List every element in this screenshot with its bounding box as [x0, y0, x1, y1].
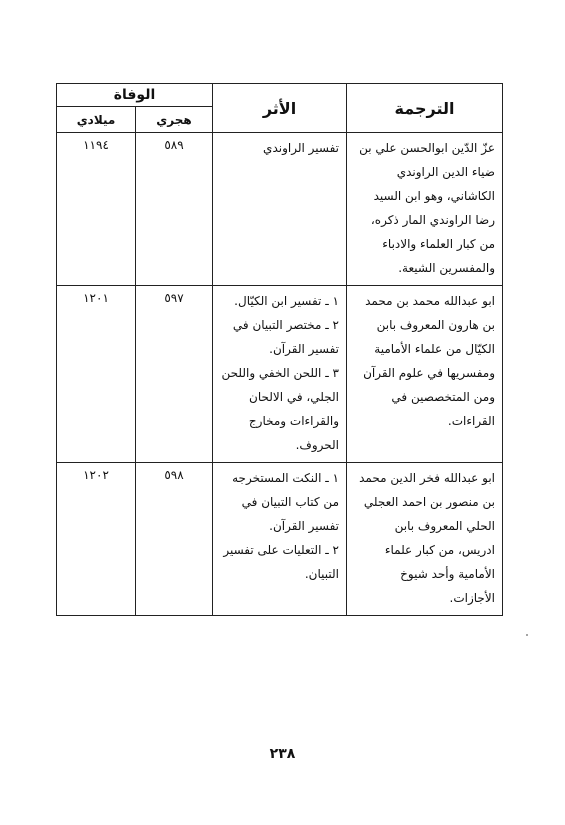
- header-gregorian: ميلادي: [57, 107, 136, 133]
- header-biography: الترجمة: [347, 84, 503, 133]
- table-row: [57, 463, 503, 616]
- hijri-year: ٥٨٩: [136, 133, 213, 286]
- table-row: [57, 286, 503, 463]
- hijri-year: ٥٩٧: [136, 286, 213, 463]
- work-item: ١ ـ النكت المستخرجه من كتاب التبيان في تفسير القرآن.: [232, 471, 339, 533]
- header-hijri: هجري: [136, 107, 213, 133]
- work-item: ٢ ـ مختصر التبيان في تفسير القرآن.: [232, 318, 339, 356]
- biography-cell: ابو عبدالله فخر الدين محمد بن منصور بن احمد العجلي الحلي المعروف بابن ادريس، من كبار علماء الأمامية وأحد شيوخ الأجازات.: [347, 463, 503, 616]
- biography-cell: عزّ الدّين ابوالحسن علي بن ضياء الدين الراوندي الكاشاني، وهو ابن السيد رضا الراوندي المار ذكره، من كبار العلماء والادباء والمفسرين الشيعة.: [347, 133, 503, 286]
- header-works: الأثر: [213, 84, 347, 133]
- gregorian-year: ١٢٠٢: [57, 463, 136, 616]
- work-item: ٢ ـ التعليات على تفسير التبيان.: [223, 543, 339, 581]
- biography-table: [56, 83, 503, 616]
- page-number: ٢٣٨: [269, 746, 296, 762]
- gregorian-year: ١٢٠١: [57, 286, 136, 463]
- work-item: ١ ـ تفسير ابن الكيّال.: [234, 294, 339, 308]
- gregorian-year: ١١٩٤: [57, 133, 136, 286]
- table-row: [57, 133, 503, 286]
- work-item: تفسير الراوندي: [263, 141, 339, 155]
- biography-cell: ابو عبدالله محمد بن محمد بن هارون المعروف بابن الكيّال من علماء الأمامية ومفسريها في علوم القرآن ومن المتخصصين في القراءات.: [347, 286, 503, 463]
- work-item: ٣ ـ اللحن الخفي واللحن الجلي، في الالحان والقراءات ومخارج الحروف.: [221, 366, 339, 452]
- works-cell: [213, 463, 347, 616]
- works-cell: [213, 286, 347, 463]
- works-cell: [213, 133, 347, 286]
- scan-speck: [526, 634, 528, 636]
- hijri-year: ٥٩٨: [136, 463, 213, 616]
- header-death: الوفاة: [57, 84, 213, 107]
